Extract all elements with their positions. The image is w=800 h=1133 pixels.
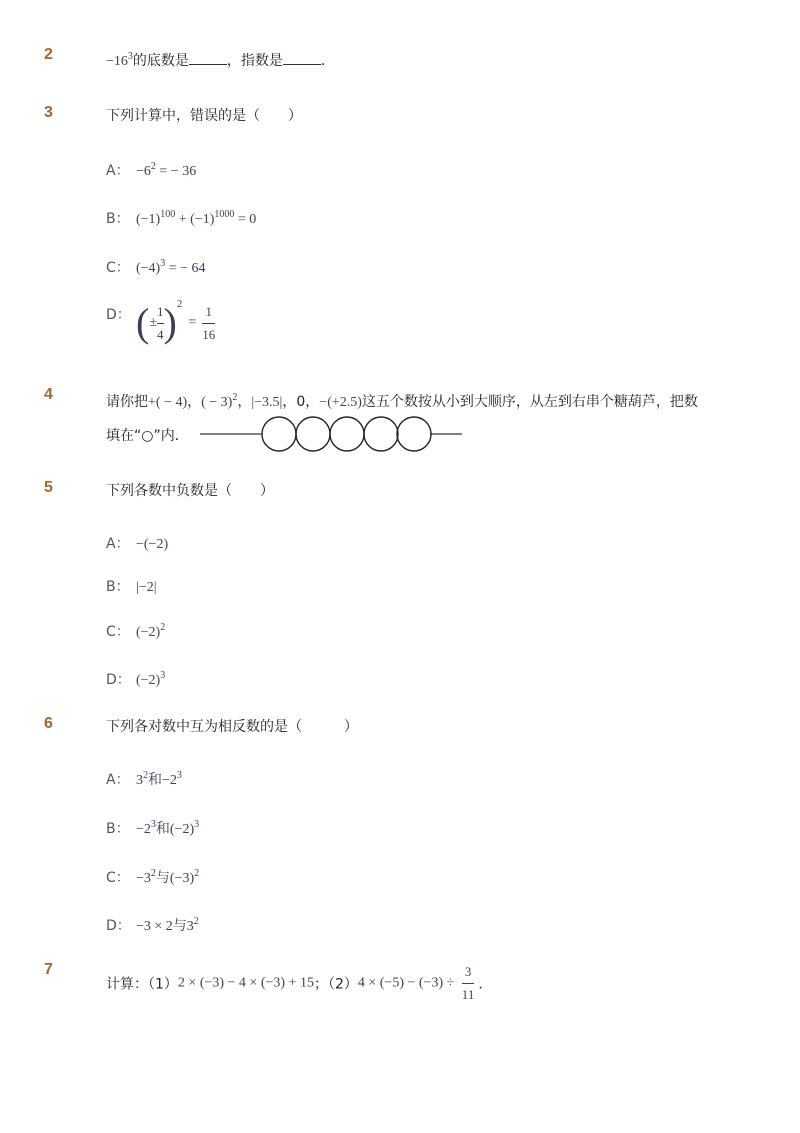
- fraction: $\frac{3}{11}$: [461, 964, 475, 1002]
- option-c[interactable]: [106, 867, 199, 887]
- expression: −3 × 2与$3^2$: [136, 916, 199, 934]
- expression: $(-4)^3$ = − 64: [136, 258, 206, 276]
- question-number: 5: [44, 479, 53, 496]
- option-label: C：: [106, 624, 130, 640]
- expression: $-16^3$: [106, 51, 133, 69]
- question-6-stem: 下列各对数中互为相反数的是（ ）: [106, 719, 358, 735]
- question-4-line-1: 请你把+( − 4)，( − 3)$^2$，|−3.5|，0，−(+2.5)这五个数按从小到大顺序，从左到右串个糖葫芦，把数: [106, 392, 698, 410]
- question-2-text: [106, 50, 335, 70]
- option-label: B：: [106, 211, 130, 227]
- expression: $-3^2$与$(-3)^2$: [136, 868, 200, 886]
- expression: |−2|: [136, 580, 157, 595]
- expression: $-2^3$和$(-2)^3$: [136, 819, 200, 837]
- answer-blank: [283, 63, 321, 65]
- expression: $(-2)^2$: [136, 622, 166, 640]
- candied-haws-figure: [198, 414, 464, 454]
- answer-circle[interactable]: [364, 417, 398, 451]
- option-c[interactable]: [106, 621, 165, 641]
- question-4-line-2: 填在“○”内．: [106, 428, 189, 444]
- expression: $(-2)^3$: [136, 670, 166, 688]
- answer-circle[interactable]: [330, 417, 364, 451]
- expression: $-6^2$ = − 36: [136, 161, 197, 179]
- answer-circle[interactable]: [296, 417, 330, 451]
- expression: $3^2$和$-2^3$: [136, 770, 182, 788]
- option-a[interactable]: [106, 533, 168, 553]
- question-number: 7: [44, 961, 53, 978]
- option-label: D：: [106, 307, 131, 323]
- question-7-text: 计算：（1）2 × (−3) − 4 × (−3) + 15；（2）4 × (−5) − (−3) ÷ $\frac{3}{11}$ ．: [106, 964, 493, 1002]
- option-d[interactable]: [106, 915, 199, 935]
- option-b[interactable]: [106, 208, 256, 228]
- option-a[interactable]: [106, 160, 196, 180]
- option-label: A：: [106, 536, 130, 552]
- option-label: A：: [106, 772, 130, 788]
- question-number: 3: [44, 104, 53, 121]
- option-label: D：: [106, 672, 131, 688]
- expression: −(−2): [136, 537, 169, 552]
- option-label: D：: [106, 918, 131, 934]
- option-label: A：: [106, 163, 130, 179]
- text: 的底数是: [132, 53, 189, 69]
- option-b[interactable]: [106, 818, 199, 838]
- question-3-stem: 下列计算中，错误的是（ ）: [106, 108, 302, 124]
- expression: (± $\frac{1}{4}$ )$^2$= $\frac{1}{16}$: [136, 298, 216, 345]
- option-label: B：: [106, 579, 130, 595]
- question-number: 6: [44, 715, 53, 732]
- option-label: C：: [106, 260, 130, 276]
- option-b[interactable]: [106, 576, 157, 596]
- option-d[interactable]: [106, 298, 216, 360]
- expression: $(-1)^{100} + (-1)^{1000} = 0$: [136, 209, 257, 227]
- option-label: B：: [106, 821, 130, 837]
- text: ．: [320, 53, 335, 69]
- option-c[interactable]: [106, 257, 206, 277]
- option-d[interactable]: [106, 669, 165, 689]
- answer-blank: [189, 63, 227, 65]
- text: ，指数是: [226, 53, 283, 69]
- question-number: 4: [44, 386, 53, 403]
- question-number: 2: [44, 46, 53, 63]
- question-5-stem: 下列各数中负数是（ ）: [106, 483, 274, 499]
- option-label: C：: [106, 870, 130, 886]
- answer-circle[interactable]: [262, 417, 296, 451]
- answer-circle[interactable]: [397, 417, 431, 451]
- option-a[interactable]: [106, 769, 182, 789]
